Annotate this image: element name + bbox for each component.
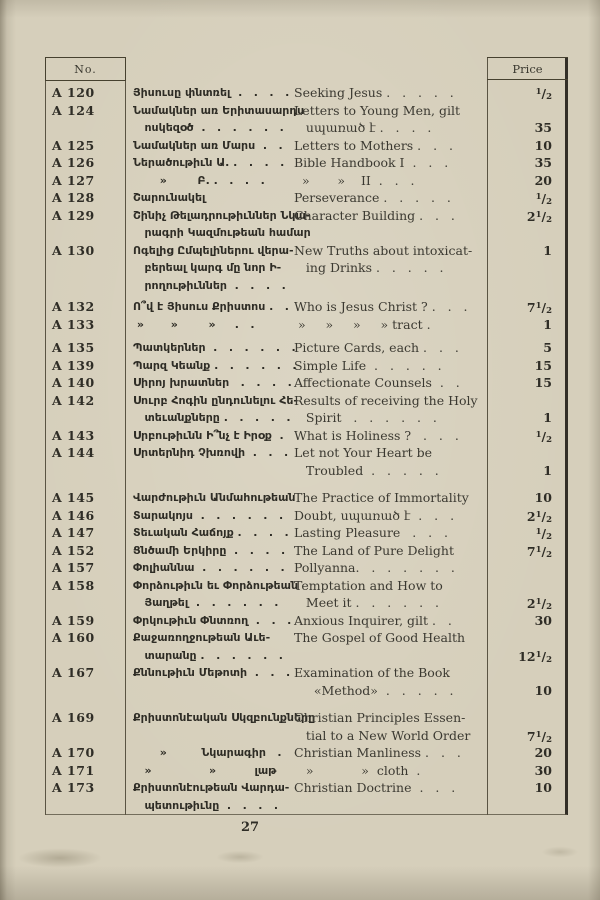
- row-number: [45, 102, 125, 120]
- price-value: $^1$/2: [535, 428, 552, 445]
- table-row: [45, 392, 567, 427]
- price-value: 5: [543, 340, 552, 355]
- table-row: [45, 298, 567, 316]
- row-number-text: A 157: [52, 560, 95, 575]
- price-cell: [489, 172, 567, 190]
- text-line: Troubled . . . . .: [294, 462, 439, 478]
- row-number: [45, 84, 125, 102]
- row-number: [45, 374, 125, 392]
- row-number: [45, 762, 125, 780]
- text-line: ing Drinks . . . . .: [294, 260, 444, 275]
- row-number-text: A 135: [52, 340, 95, 355]
- armenian-title: [125, 189, 292, 207]
- table-row: [45, 207, 567, 242]
- price-cell: [489, 577, 567, 612]
- price-cell: [489, 444, 567, 479]
- text-line: Results of receiving the Holy: [294, 392, 478, 408]
- row-number: [45, 779, 125, 797]
- text-line: Քննութիւն Մեթոտի . . .: [133, 666, 291, 679]
- price-column-header: Price: [487, 57, 568, 80]
- text-line: Պատկերներ . . . . . .: [133, 341, 296, 354]
- row-number-text: A 145: [52, 490, 95, 505]
- table-row: [45, 427, 567, 445]
- catalog-table: [45, 57, 567, 815]
- row-number: [45, 577, 125, 595]
- price-cell: [489, 744, 567, 762]
- text-line: Քաջառողջութեան Աւե-: [133, 631, 271, 644]
- english-title: [292, 524, 489, 542]
- text-line: What is Holiness ? . . .: [294, 427, 459, 443]
- row-number-text: A 124: [52, 102, 95, 118]
- price-value: 30: [534, 762, 552, 778]
- armenian-title: [125, 392, 298, 427]
- table-row: [45, 559, 567, 577]
- text-line: Շինիչ Թելադրութիւններ Նկա-: [133, 208, 311, 222]
- table-row: [45, 664, 567, 699]
- armenian-title: [125, 524, 292, 542]
- english-title: [292, 507, 489, 525]
- text-line: Picture Cards, each . . .: [294, 340, 459, 355]
- table-row: [45, 242, 567, 295]
- text-line: The Practice of Immortality: [294, 490, 469, 505]
- text-line: Perseverance . . . . .: [294, 190, 451, 205]
- armenian-title: [125, 559, 292, 577]
- text-line: տեւանքները . . . . .: [133, 411, 291, 424]
- text-line: Քրիստոնէութեան Վարդա-: [133, 781, 290, 794]
- row-number-text: A 139: [52, 357, 95, 373]
- row-number: [45, 189, 125, 207]
- table-row: [45, 172, 567, 190]
- english-title: [292, 339, 489, 357]
- english-title: [292, 392, 489, 427]
- table-row: [45, 444, 567, 479]
- text-line: Սրբութիւնն Ի՞նչ է Իրօք .: [133, 428, 284, 442]
- table-row: [45, 137, 567, 155]
- row-number: [45, 207, 125, 225]
- text-line: » » cloth .: [294, 762, 421, 778]
- text-line: » » » . .: [133, 317, 255, 331]
- text-line: Փորձութիւն եւ Փորձութեան: [133, 578, 299, 592]
- armenian-title: [125, 137, 292, 155]
- text-line: The Gospel of Good Health: [294, 630, 466, 645]
- row-number-text: A 120: [52, 85, 95, 100]
- english-title: [292, 298, 489, 316]
- table-row: [45, 507, 567, 525]
- text-line: Doubt, սպառած է . . .: [294, 507, 455, 523]
- table-row: [45, 339, 567, 357]
- row-number: [45, 612, 125, 630]
- row-number: [45, 709, 125, 727]
- price-value: 15: [534, 357, 552, 373]
- row-number: [45, 524, 125, 542]
- table-row: [45, 84, 567, 102]
- row-number: [45, 298, 125, 316]
- english-title: [292, 559, 489, 577]
- price-value: $7^1/2$: [526, 728, 552, 745]
- armenian-title: [125, 542, 292, 560]
- armenian-title: [125, 339, 296, 357]
- row-number: [45, 316, 125, 334]
- price-value: 10: [534, 682, 552, 698]
- row-number-text: A 152: [52, 542, 95, 558]
- price-value: 10: [534, 490, 552, 505]
- table-row: [45, 779, 567, 814]
- row-number: [45, 137, 125, 155]
- page-number: 27: [240, 820, 260, 835]
- row-number-text: A 130: [52, 242, 95, 258]
- row-number: [45, 629, 125, 647]
- text-line: Փրկութիւն Փնտռող . . .: [133, 613, 292, 627]
- price-cell: [489, 102, 567, 137]
- price-cell: [489, 242, 567, 260]
- price-value: $^1$/2: [535, 191, 552, 207]
- english-title: [292, 709, 489, 744]
- price-cell: [489, 357, 567, 375]
- armenian-title: [125, 84, 292, 102]
- text-line: Քրիստոնէական Սկզբունքները: [133, 711, 316, 724]
- text-line: Examination of the Book: [294, 665, 450, 680]
- text-line: Christian Doctrine . . .: [294, 780, 456, 795]
- english-title: [292, 762, 489, 780]
- price-cell: [489, 559, 567, 577]
- english-title: [292, 542, 489, 560]
- armenian-title: [125, 629, 292, 664]
- text-line: Պարզ Կեանք . . . . . .: [133, 358, 297, 372]
- row-number: [45, 559, 125, 577]
- armenian-title: [125, 172, 292, 190]
- text-line: Spirit . . . . . .: [294, 410, 437, 425]
- text-line: ոսկեզօծ . . . . . .: [133, 121, 284, 134]
- text-line: Let not Your Heart be: [294, 445, 433, 460]
- row-number-text: A 171: [52, 762, 95, 778]
- text-line: տարանը . . . . . .: [133, 648, 283, 662]
- row-number-text: A 160: [52, 630, 95, 645]
- english-title: [292, 629, 489, 647]
- text-line: «Method» . . . . .: [294, 682, 454, 698]
- armenian-title: [125, 298, 292, 316]
- table-row: [45, 524, 567, 542]
- price-cell: [489, 779, 567, 797]
- price-cell: [489, 664, 567, 699]
- price-cell: [489, 339, 567, 357]
- price-cell: [489, 427, 567, 445]
- price-value: $2^1/2$: [526, 208, 552, 225]
- price-value: 20: [534, 745, 552, 760]
- text-line: Who is Jesus Christ ? . . .: [294, 299, 468, 314]
- row-number-text: A 133: [52, 316, 95, 332]
- text-line: Տարակոյս . . . . . .: [133, 508, 284, 522]
- table-row: [45, 102, 567, 137]
- row-number: [45, 542, 125, 560]
- text-line: Փոլիաննա . . . . . .: [133, 561, 285, 574]
- text-line: tial to a New World Order: [294, 727, 471, 743]
- price-cell: [489, 542, 567, 560]
- row-number-text: A 158: [52, 577, 95, 593]
- text-line: » » II . . .: [294, 172, 415, 188]
- english-title: [292, 779, 489, 797]
- row-number: [45, 357, 125, 375]
- table-row: [45, 154, 567, 172]
- text-line: Seeking Jesus . . . . .: [294, 85, 454, 100]
- english-title: [292, 577, 489, 612]
- price-cell: [489, 137, 567, 155]
- text-line: The Land of Pure Delight: [294, 542, 454, 558]
- table-row: [45, 612, 567, 630]
- row-number: [45, 664, 125, 682]
- price-cell: [489, 374, 567, 392]
- armenian-title: [125, 242, 292, 295]
- text-line: Meet it . . . . . .: [294, 595, 439, 610]
- text-line: » » լաթ: [133, 763, 277, 777]
- text-line: Lasting Pleasure . . .: [294, 525, 448, 540]
- price-value: 10: [534, 137, 552, 153]
- text-line: Տեւական Հաճոյք . . . .: [133, 526, 289, 539]
- row-number: [45, 744, 125, 762]
- row-number-text: A 147: [52, 525, 95, 540]
- table-row: [45, 762, 567, 780]
- english-title: [292, 444, 489, 479]
- table-row: [45, 357, 567, 375]
- armenian-title: [125, 427, 292, 445]
- row-number-text: A 170: [52, 745, 95, 760]
- text-line: Letters to Young Men, gilt: [294, 102, 461, 118]
- english-title: [292, 242, 489, 277]
- text-line: պետութիւնը . . . .: [133, 798, 279, 812]
- price-cell: [489, 298, 567, 316]
- armenian-title: [125, 709, 316, 727]
- price-value: $2^1/2$: [526, 596, 552, 612]
- armenian-title: [125, 374, 292, 392]
- text-line: » Բ. . . . .: [133, 173, 265, 187]
- price-cell: [489, 207, 567, 225]
- text-line: բերեալ կարգ մը նոր Ի-: [133, 261, 282, 274]
- text-line: Ցնծամի Երկիրը . . . .: [133, 543, 286, 557]
- text-line: Ոգելից Ըմպելիներու վերա-: [133, 243, 294, 257]
- text-line: Bible Handbook I . . .: [294, 155, 449, 170]
- price-cell: [489, 629, 567, 664]
- english-title: [292, 744, 489, 762]
- english-title: [292, 172, 489, 190]
- text-line: Anxious Inquirer, gilt . .: [294, 612, 452, 628]
- english-title: [292, 207, 489, 225]
- table-row: [45, 374, 567, 392]
- english-title: [292, 137, 489, 155]
- text-line: Affectionate Counsels . .: [294, 375, 460, 390]
- row-number: [45, 507, 125, 525]
- row-number-text: A 146: [52, 507, 95, 523]
- table-row: [45, 189, 567, 207]
- price-value: 1: [543, 242, 552, 258]
- english-title: [292, 102, 489, 137]
- armenian-title: [125, 316, 292, 334]
- armenian-title: [125, 489, 296, 507]
- price-value: [489, 559, 552, 577]
- row-number: [45, 427, 125, 445]
- price-value: 35: [534, 120, 552, 135]
- price-value: $^1$/2: [535, 526, 552, 542]
- row-number-text: A 143: [52, 427, 95, 443]
- text-line: Յիսուսը փնտռել . . . .: [133, 86, 290, 99]
- row-number-text: A 159: [52, 612, 95, 628]
- text-line: Temptation and How to: [294, 577, 443, 593]
- text-line: Շարունակել: [133, 191, 206, 204]
- text-line: Simple Life . . . . .: [294, 357, 442, 373]
- text-line: րագրի Կազմութեան համար: [133, 226, 311, 239]
- armenian-title: [125, 507, 292, 525]
- english-title: [292, 189, 489, 207]
- row-number-text: A 125: [52, 137, 95, 153]
- row-number-text: A 144: [52, 445, 95, 460]
- catalog-rows: [45, 84, 567, 814]
- price-cell: [489, 154, 567, 172]
- english-title: [292, 357, 489, 375]
- armenian-title: [125, 357, 297, 375]
- table-row: [45, 577, 567, 612]
- row-number-text: A 129: [52, 207, 95, 223]
- price-cell: [489, 489, 567, 507]
- armenian-title: [125, 762, 292, 780]
- price-value: 1: [543, 410, 552, 425]
- english-title: [292, 489, 489, 507]
- row-number-text: A 126: [52, 155, 95, 170]
- price-cell: [489, 709, 567, 744]
- text-line: Սիրոյ խրատներ . . . .: [133, 376, 292, 389]
- table-row: [45, 709, 567, 744]
- text-line: Ո՞վ է Յիսուս Քրիստոս . .: [133, 300, 289, 313]
- row-number: [45, 444, 125, 462]
- price-value: $12^1/2$: [518, 648, 552, 665]
- row-number-text: A 142: [52, 392, 95, 408]
- text-line: Christian Manliness . . .: [294, 745, 461, 760]
- price-cell: [489, 316, 567, 334]
- row-number-text: A 127: [52, 172, 95, 188]
- text-line: Նամակներ առ Երիտասարդս: [133, 103, 305, 117]
- price-cell: [489, 612, 567, 630]
- armenian-title: [125, 577, 299, 612]
- row-number: [45, 172, 125, 190]
- price-value: 20: [534, 172, 552, 188]
- price-value: 30: [534, 612, 552, 628]
- armenian-title: [125, 744, 292, 762]
- price-value: 10: [534, 780, 552, 795]
- armenian-title: [125, 664, 292, 682]
- text-line: New Truths about intoxicat-: [294, 242, 473, 258]
- armenian-title: [125, 444, 292, 462]
- price-value: 15: [534, 375, 552, 390]
- text-line: Սրտերնիդ Չխռովի . . .: [133, 446, 289, 459]
- table-row: [45, 542, 567, 560]
- price-cell: [489, 189, 567, 207]
- row-number: [45, 154, 125, 172]
- text-line: սպառած է . . . .: [294, 120, 432, 135]
- english-title: [292, 612, 489, 630]
- row-number: [45, 392, 125, 410]
- english-title: [292, 154, 489, 172]
- row-number-text: A 140: [52, 375, 95, 390]
- row-number-text: A 173: [52, 780, 95, 795]
- armenian-title: [125, 612, 292, 630]
- text-line: Letters to Mothers . . .: [294, 137, 453, 153]
- price-cell: [489, 507, 567, 525]
- text-line: Character Building . . .: [294, 207, 455, 223]
- row-number-text: A 167: [52, 665, 95, 680]
- price-cell: [489, 84, 567, 102]
- english-title: [292, 84, 489, 102]
- price-value: 1: [543, 316, 552, 332]
- price-value: $7^1/2$: [526, 543, 552, 560]
- row-number: [45, 242, 125, 260]
- text-line: Christian Principles Essen-: [294, 710, 466, 725]
- text-line: » Նկարագիր .: [133, 746, 282, 759]
- english-title: [292, 427, 489, 445]
- row-number: [45, 489, 125, 507]
- text-line: Սուրբ Հոգին ընդունելու Հե-: [133, 393, 298, 407]
- text-line: Վարժութիւն Անմահութեան: [133, 491, 296, 504]
- armenian-title: [125, 154, 292, 172]
- no-column-header: No.: [45, 57, 126, 81]
- table-row: [45, 744, 567, 762]
- table-row: [45, 316, 567, 334]
- row-number-text: A 128: [52, 190, 95, 205]
- price-value: 35: [534, 155, 552, 170]
- english-title: [292, 664, 489, 699]
- text-line: րողութիւններ . . . .: [133, 278, 286, 292]
- text-line: Նամակներ առ Մարս . .: [133, 138, 283, 152]
- armenian-title: [125, 207, 311, 242]
- row-number: [45, 339, 125, 357]
- price-cell: [489, 392, 567, 427]
- text-line: Յաղթել . . . . . .: [133, 596, 279, 609]
- armenian-title: [125, 102, 305, 137]
- price-cell: [489, 524, 567, 542]
- row-number-text: A 169: [52, 710, 95, 725]
- price-value: 1: [543, 462, 552, 478]
- table-bottom-rule: [45, 814, 567, 815]
- english-title: [292, 374, 489, 392]
- price-value: $2^1/2$: [526, 508, 552, 525]
- price-cell: [489, 762, 567, 780]
- armenian-title: [125, 779, 292, 814]
- table-row: [45, 489, 567, 507]
- english-title: [292, 316, 489, 334]
- text-line: Ներածութիւն Ա. . . . .: [133, 156, 285, 169]
- table-row: [45, 629, 567, 664]
- price-value: $7^1/2$: [526, 300, 552, 316]
- price-value: $^1$/2: [535, 86, 552, 102]
- text-line: Pollyanna. . . . . . .: [294, 560, 455, 575]
- text-line: » » » » tract .: [294, 316, 431, 332]
- row-number-text: A 132: [52, 299, 95, 314]
